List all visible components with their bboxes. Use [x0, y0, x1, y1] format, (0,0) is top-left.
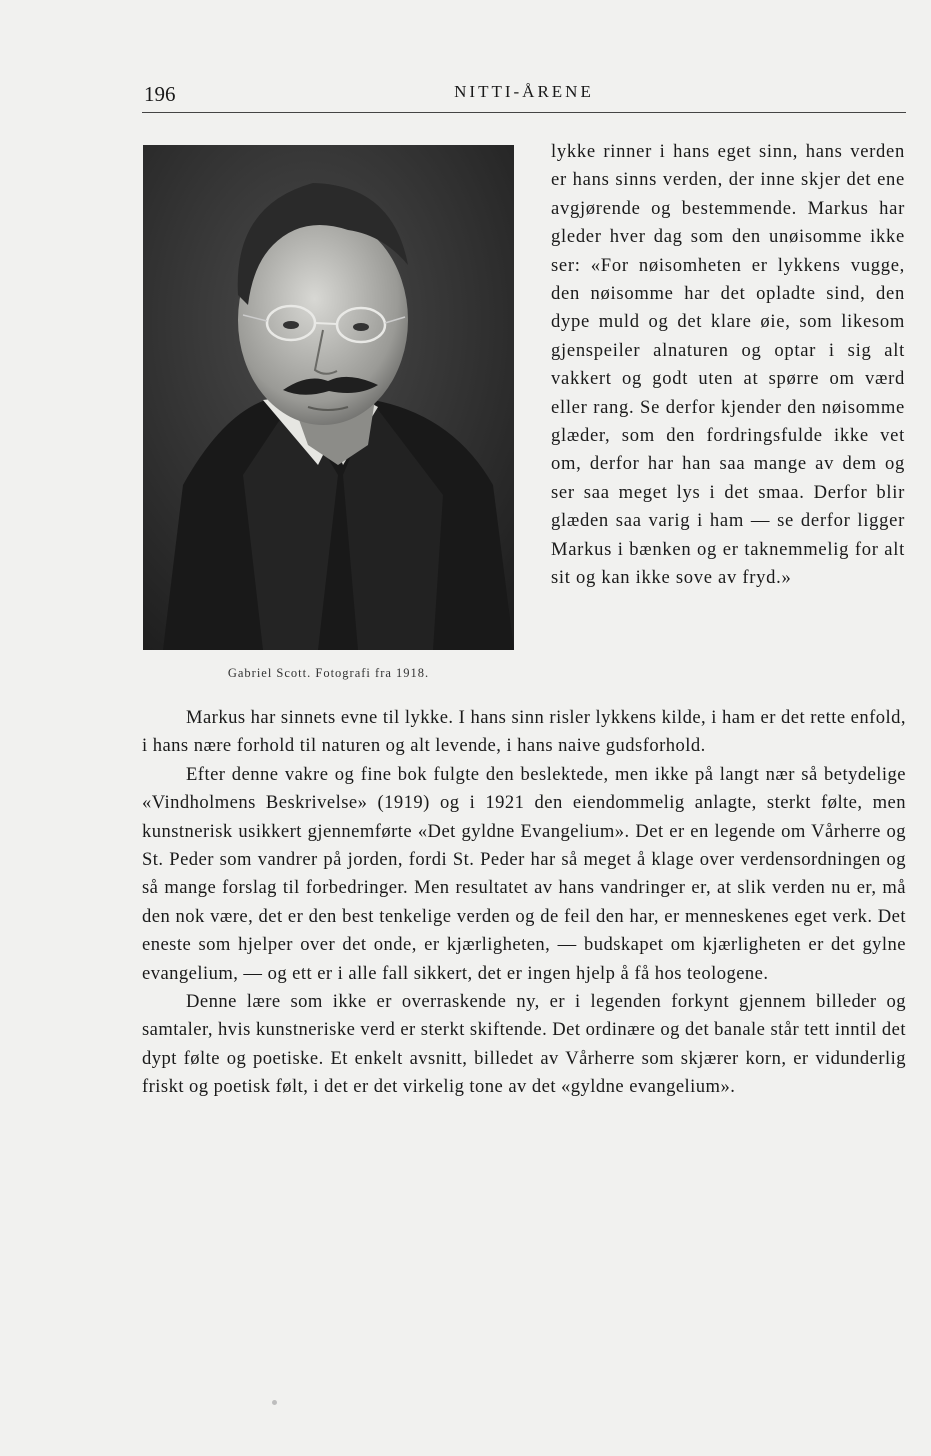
page-number: 196: [144, 82, 176, 106]
photo-caption: Gabriel Scott. Fotografi fra 1918.: [227, 666, 430, 680]
paragraph-2: Efter denne vakre og fine bok fulgte den beslektede, men ikke på langt nær så betydelige «Vindholmens Beskrivelse» (1919) og i 1921 den eiendommelig anlagte, sterkt følte, men kunstnerisk usikkert gjennemførte «Det gyldne Evangelium». Det er en legende om Vårherre og St. Peder som vandrer på jorden, fordi St. Peder har så meget å klage over verdensordningen og så mange forslag til forbedringer. Men resultatet av hans vandringer er, at slik verden nu er, må den nok være, det er den best tenkelige verden og de feil den har, er menneskenes eget verk. Det eneste som hjelper over det onde, er kjærligheten, — budskapet om kjærligheten er det gylne evangelium, — og ett er i alle fall sikkert, det er ingen hjelp å få hos teologene.: [142, 763, 906, 984]
portrait-photo: [143, 145, 514, 650]
side-paragraph: lykke rinner i hans eget sinn, hans verden er hans sinns verden, der inne skjer det ene avgjørende og bestemmende. Markus har gleder hver dag som den unøisomme ikke ser: «For nøisomheten er lykkens vugge, den nøisomme har det opladte sind, den dype muld og det klare øie, som likesom gjenspeiler alnaturen og optar i sig alt vakkert og godt uten at spørre om værd eller rang. Se derfor kjender den nøisomme glæder, som den fordringsfulde ikke vet om, derfor har han saa mange av dem og ser saa meget lys i det smaa. Derfor blir glæden saa varig i ham — se derfor ligger Markus i bænken og er taknemmelig for alt sit og kan ikke sove av fryd.»: [551, 141, 905, 589]
page-header: [142, 78, 906, 113]
paragraph-3: Denne lære som ikke er overraskende ny, er i legenden forkynt gjennem billeder og samtaler, hvis kunstneriske verd er sterkt skiftende. Det ordinære og det banale står tett inntil det dypt følte og poetiske. Et enkelt avsnitt, billedet av Vårherre som skjærer korn, er vidunderlig friskt og poetisk følt, i det er det virkelig tone av det «gyldne evangelium».: [142, 991, 906, 1098]
side-column-text: [551, 138, 905, 593]
running-title: NITTI-ÅRENE: [454, 82, 594, 101]
print-speck: [272, 1400, 277, 1405]
body-text: [142, 704, 906, 1102]
paragraph-1: Markus har sinnets evne til lykke. I hans sinn risler lykkens kilde, i ham er det rette enfold, i hans nære forhold til naturen og alt levende, i hans naive gudsforhold.: [142, 707, 906, 757]
